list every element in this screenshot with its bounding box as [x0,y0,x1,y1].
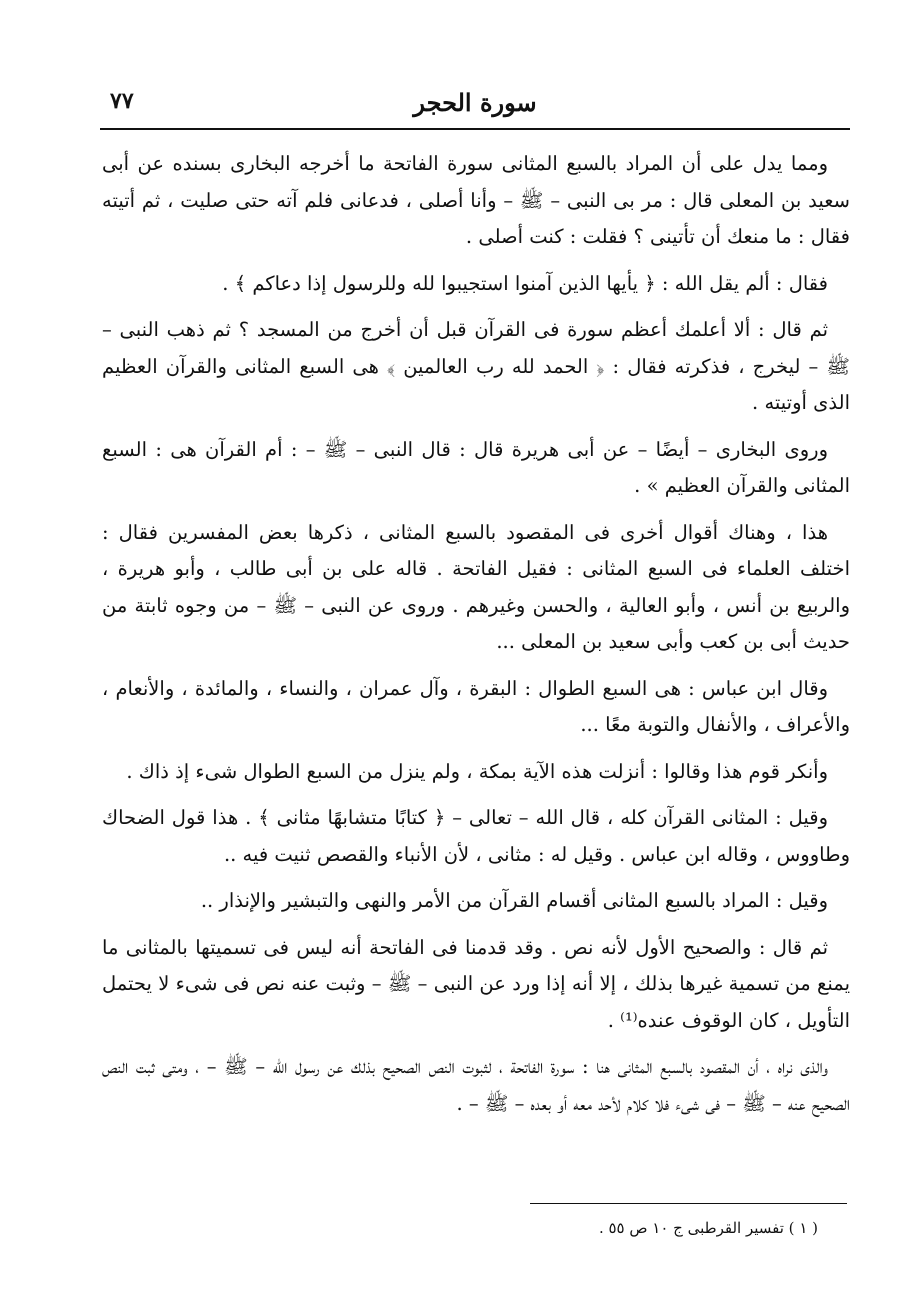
paragraph: وقيل : المثانى القرآن كله ، قال الله – تعالى – ﴿ كتابًا متشابهًا مثانى ﴾ . هذا قول الضحاك وطاووس ، وقاله ابن عباس . وقيل له : مثانى ، لأن الأنباء والقصص ثنيت فيه .. [102,806,850,866]
paragraph: وروى البخارى – أيضًا – عن أبى هريرة قال : قال النبى – ﷺ – : أم القرآن هى : السبع المثانى والقرآن العظيم » . [102,437,850,497]
main-text [102,146,850,1132]
footnote-divider [530,1203,847,1204]
paragraph: فقال : ألم يقل الله : ﴿ يأيها الذين آمنوا استجيبوا لله وللرسول إذا دعاكم ﴾ . [222,271,828,295]
paragraph: ثم قال : ألا أعلمك أعظم سورة فى القرآن قبل أن أخرج من المسجد ؟ ثم ذهب النبى – ﷺ – ليخرج ، فذكرته فقال : ﴿ الحمد لله رب العالمين ﴾ هى السبع المثانى والقرآن العظيم الذى أوتيته . [102,318,850,414]
paragraph: وقال ابن عباس : هى السبع الطوال : البقرة ، وآل عمران ، والنساء ، والمائدة ، والأنعام ، والأعراف ، والأنفال والتوبة معًا ... [102,676,850,736]
surah-title: سورة الحجر [413,88,537,117]
page-header [100,84,850,130]
paragraph: والذى نراه ، أن المقصود بالسبع المثانى هنا : سورة الفاتحة ، لثبوت النص الصحيح بذلك عن رسول الله – ﷺ – ، ومتى ثبت النص الصحيح عنه – ﷺ – فى شىء فلا كلام لأحد معه أو بعده – ﷺ – . [102,1055,850,1115]
paragraph: وأنكر قوم هذا وقالوا : أنزلت هذه الآية بمكة ، ولم ينزل من السبع الطوال شىء إذ ذاك . [126,759,828,783]
footnote: ( ١ ) تفسير القرطبى ج ١٠ ص ٥٥ . [598,1219,818,1237]
paragraph: هذا ، وهناك أقوال أخرى فى المقصود بالسبع المثانى ، ذكرها بعض المفسرين فقال : اختلف العلماء فى السبع المثانى : فقيل الفاتحة . قاله على بن أبى طالب ، وأبو هريرة ، والربيع بن أنس ، وأبو العالية ، والحسن وغيرهم . وروى عن النبى – ﷺ – من وجوه ثابتة من حديث أبى بن كعب وأبى سعيد بن المعلى ... [102,520,850,653]
page-number: ٧٧ [110,88,134,114]
paragraph: ثم قال : والصحيح الأول لأنه نص . وقد قدمنا فى الفاتحة أنه ليس فى تسميتها بالمثانى ما يمنع من تسمية غيرها بذلك ، إلا أنه إذا ورد عن النبى – ﷺ – وثبت عنه نص فى شىء لا يحتمل التأويل ، كان الوقوف عنده⁽¹⁾ . [102,935,850,1032]
paragraph: ومما يدل على أن المراد بالسبع المثانى سورة الفاتحة ما أخرجه البخارى بسنده عن أبى سعيد بن المعلى قال : مر بى النبى – ﷺ – وأنا أصلى ، فدعانى فلم آته حتى صليت ، ثم أتيته فقال : ما منعك أن تأتينى ؟ فقلت : كنت أصلى . [102,152,850,248]
paragraph: وقيل : المراد بالسبع المثانى أقسام القرآن من الأمر والنهى والتبشير والإنذار .. [200,889,828,912]
